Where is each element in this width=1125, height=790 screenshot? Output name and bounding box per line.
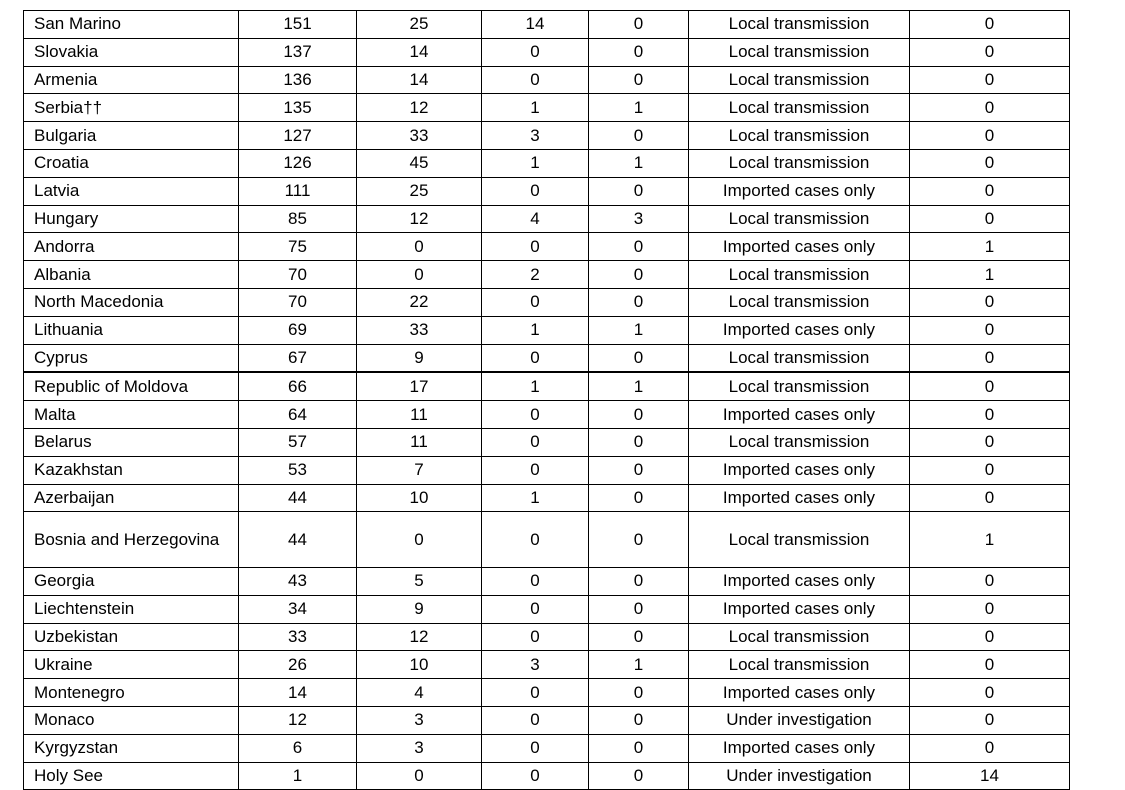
new-cases-cell: 12 bbox=[357, 623, 482, 651]
new-cases-cell: 12 bbox=[357, 205, 482, 233]
table-row bbox=[24, 651, 1070, 679]
table-row bbox=[24, 205, 1070, 233]
new-deaths-cell: 1 bbox=[589, 372, 689, 400]
new-cases-cell: 14 bbox=[357, 38, 482, 66]
new-deaths-cell: 0 bbox=[589, 762, 689, 790]
table-row bbox=[24, 288, 1070, 316]
new-deaths-cell: 0 bbox=[589, 122, 689, 150]
country-cell: Kazakhstan bbox=[24, 456, 239, 484]
deaths-cell: 3 bbox=[482, 651, 589, 679]
table-row bbox=[24, 94, 1070, 122]
days-since-last-case-cell: 0 bbox=[910, 679, 1070, 707]
deaths-cell: 0 bbox=[482, 706, 589, 734]
days-since-last-case-cell: 0 bbox=[910, 316, 1070, 344]
transmission-class-cell: Imported cases only bbox=[689, 456, 910, 484]
country-cell: San Marino bbox=[24, 11, 239, 39]
deaths-cell: 0 bbox=[482, 428, 589, 456]
total-cases-cell: 1 bbox=[239, 762, 357, 790]
new-cases-cell: 7 bbox=[357, 456, 482, 484]
table-row bbox=[24, 567, 1070, 595]
days-since-last-case-cell: 0 bbox=[910, 344, 1070, 372]
country-cell: Montenegro bbox=[24, 679, 239, 707]
deaths-cell: 14 bbox=[482, 11, 589, 39]
transmission-class-cell: Local transmission bbox=[689, 623, 910, 651]
new-deaths-cell: 0 bbox=[589, 177, 689, 205]
total-cases-cell: 33 bbox=[239, 623, 357, 651]
country-cell: Republic of Moldova bbox=[24, 372, 239, 400]
new-cases-cell: 0 bbox=[357, 233, 482, 261]
days-since-last-case-cell: 0 bbox=[910, 706, 1070, 734]
deaths-cell: 0 bbox=[482, 512, 589, 568]
transmission-class-cell: Local transmission bbox=[689, 149, 910, 177]
days-since-last-case-cell: 0 bbox=[910, 149, 1070, 177]
transmission-class-cell: Local transmission bbox=[689, 94, 910, 122]
new-cases-cell: 11 bbox=[357, 401, 482, 429]
table-row bbox=[24, 372, 1070, 400]
new-deaths-cell: 0 bbox=[589, 66, 689, 94]
days-since-last-case-cell: 0 bbox=[910, 484, 1070, 512]
new-deaths-cell: 1 bbox=[589, 316, 689, 344]
transmission-class-cell: Imported cases only bbox=[689, 316, 910, 344]
new-cases-cell: 14 bbox=[357, 66, 482, 94]
new-cases-cell: 10 bbox=[357, 484, 482, 512]
new-cases-cell: 9 bbox=[357, 344, 482, 372]
new-deaths-cell: 0 bbox=[589, 706, 689, 734]
new-deaths-cell: 0 bbox=[589, 261, 689, 289]
deaths-cell: 1 bbox=[482, 484, 589, 512]
transmission-class-cell: Under investigation bbox=[689, 706, 910, 734]
days-since-last-case-cell: 0 bbox=[910, 372, 1070, 400]
transmission-class-cell: Local transmission bbox=[689, 261, 910, 289]
new-deaths-cell: 1 bbox=[589, 94, 689, 122]
total-cases-cell: 14 bbox=[239, 679, 357, 707]
country-cell: Cyprus bbox=[24, 344, 239, 372]
new-cases-cell: 0 bbox=[357, 762, 482, 790]
deaths-cell: 1 bbox=[482, 149, 589, 177]
table-row bbox=[24, 679, 1070, 707]
total-cases-cell: 137 bbox=[239, 38, 357, 66]
deaths-cell: 0 bbox=[482, 288, 589, 316]
new-cases-cell: 25 bbox=[357, 11, 482, 39]
new-deaths-cell: 0 bbox=[589, 512, 689, 568]
new-deaths-cell: 0 bbox=[589, 595, 689, 623]
new-cases-cell: 4 bbox=[357, 679, 482, 707]
days-since-last-case-cell: 0 bbox=[910, 428, 1070, 456]
total-cases-cell: 69 bbox=[239, 316, 357, 344]
country-cell: Georgia bbox=[24, 567, 239, 595]
transmission-class-cell: Imported cases only bbox=[689, 567, 910, 595]
days-since-last-case-cell: 0 bbox=[910, 66, 1070, 94]
deaths-cell: 0 bbox=[482, 66, 589, 94]
total-cases-cell: 44 bbox=[239, 512, 357, 568]
days-since-last-case-cell: 0 bbox=[910, 122, 1070, 150]
transmission-class-cell: Local transmission bbox=[689, 428, 910, 456]
new-cases-cell: 12 bbox=[357, 94, 482, 122]
transmission-class-cell: Imported cases only bbox=[689, 401, 910, 429]
transmission-class-cell: Imported cases only bbox=[689, 177, 910, 205]
new-cases-cell: 22 bbox=[357, 288, 482, 316]
table-row bbox=[24, 316, 1070, 344]
table-row bbox=[24, 149, 1070, 177]
table-row bbox=[24, 484, 1070, 512]
deaths-cell: 1 bbox=[482, 316, 589, 344]
new-deaths-cell: 0 bbox=[589, 428, 689, 456]
deaths-cell: 0 bbox=[482, 456, 589, 484]
new-cases-cell: 17 bbox=[357, 372, 482, 400]
deaths-cell: 0 bbox=[482, 567, 589, 595]
country-cell: Ukraine bbox=[24, 651, 239, 679]
new-deaths-cell: 0 bbox=[589, 484, 689, 512]
new-deaths-cell: 0 bbox=[589, 11, 689, 39]
deaths-cell: 0 bbox=[482, 177, 589, 205]
table-row bbox=[24, 122, 1070, 150]
new-deaths-cell: 0 bbox=[589, 567, 689, 595]
new-deaths-cell: 0 bbox=[589, 401, 689, 429]
deaths-cell: 1 bbox=[482, 94, 589, 122]
days-since-last-case-cell: 0 bbox=[910, 401, 1070, 429]
table-row bbox=[24, 456, 1070, 484]
new-cases-cell: 33 bbox=[357, 122, 482, 150]
transmission-class-cell: Local transmission bbox=[689, 344, 910, 372]
transmission-class-cell: Local transmission bbox=[689, 11, 910, 39]
deaths-cell: 0 bbox=[482, 734, 589, 762]
deaths-cell: 3 bbox=[482, 122, 589, 150]
table-row bbox=[24, 233, 1070, 261]
new-deaths-cell: 0 bbox=[589, 456, 689, 484]
new-deaths-cell: 0 bbox=[589, 734, 689, 762]
new-cases-cell: 9 bbox=[357, 595, 482, 623]
table-row bbox=[24, 177, 1070, 205]
new-deaths-cell: 0 bbox=[589, 38, 689, 66]
transmission-class-cell: Under investigation bbox=[689, 762, 910, 790]
transmission-class-cell: Local transmission bbox=[689, 66, 910, 94]
days-since-last-case-cell: 0 bbox=[910, 595, 1070, 623]
table-row bbox=[24, 401, 1070, 429]
total-cases-cell: 64 bbox=[239, 401, 357, 429]
total-cases-cell: 66 bbox=[239, 372, 357, 400]
country-cell: Andorra bbox=[24, 233, 239, 261]
country-cell: Armenia bbox=[24, 66, 239, 94]
total-cases-cell: 53 bbox=[239, 456, 357, 484]
deaths-cell: 0 bbox=[482, 401, 589, 429]
total-cases-cell: 151 bbox=[239, 11, 357, 39]
table-row bbox=[24, 428, 1070, 456]
new-deaths-cell: 3 bbox=[589, 205, 689, 233]
deaths-cell: 0 bbox=[482, 344, 589, 372]
days-since-last-case-cell: 0 bbox=[910, 11, 1070, 39]
deaths-cell: 0 bbox=[482, 679, 589, 707]
country-cell: Bosnia and Herzegovina bbox=[24, 512, 239, 568]
deaths-cell: 0 bbox=[482, 38, 589, 66]
total-cases-cell: 136 bbox=[239, 66, 357, 94]
country-cell: Slovakia bbox=[24, 38, 239, 66]
new-deaths-cell: 0 bbox=[589, 344, 689, 372]
days-since-last-case-cell: 0 bbox=[910, 456, 1070, 484]
days-since-last-case-cell: 0 bbox=[910, 38, 1070, 66]
table-row bbox=[24, 623, 1070, 651]
table-row bbox=[24, 734, 1070, 762]
new-deaths-cell: 0 bbox=[589, 623, 689, 651]
transmission-class-cell: Imported cases only bbox=[689, 233, 910, 261]
days-since-last-case-cell: 0 bbox=[910, 651, 1070, 679]
table-row bbox=[24, 344, 1070, 372]
transmission-class-cell: Local transmission bbox=[689, 122, 910, 150]
deaths-cell: 0 bbox=[482, 595, 589, 623]
total-cases-cell: 44 bbox=[239, 484, 357, 512]
transmission-class-cell: Imported cases only bbox=[689, 679, 910, 707]
table-row bbox=[24, 512, 1070, 568]
new-deaths-cell: 1 bbox=[589, 149, 689, 177]
days-since-last-case-cell: 0 bbox=[910, 734, 1070, 762]
new-deaths-cell: 0 bbox=[589, 233, 689, 261]
table-row bbox=[24, 38, 1070, 66]
country-cell: Hungary bbox=[24, 205, 239, 233]
table-row bbox=[24, 66, 1070, 94]
transmission-class-cell: Local transmission bbox=[689, 38, 910, 66]
total-cases-cell: 12 bbox=[239, 706, 357, 734]
total-cases-cell: 135 bbox=[239, 94, 357, 122]
new-cases-cell: 0 bbox=[357, 261, 482, 289]
days-since-last-case-cell: 0 bbox=[910, 288, 1070, 316]
table-row bbox=[24, 11, 1070, 39]
total-cases-cell: 85 bbox=[239, 205, 357, 233]
country-cell: Albania bbox=[24, 261, 239, 289]
country-cell: Latvia bbox=[24, 177, 239, 205]
deaths-cell: 0 bbox=[482, 623, 589, 651]
total-cases-cell: 43 bbox=[239, 567, 357, 595]
table-body bbox=[24, 11, 1070, 790]
new-cases-cell: 25 bbox=[357, 177, 482, 205]
days-since-last-case-cell: 0 bbox=[910, 205, 1070, 233]
new-cases-cell: 45 bbox=[357, 149, 482, 177]
country-cell: Malta bbox=[24, 401, 239, 429]
total-cases-cell: 70 bbox=[239, 288, 357, 316]
new-cases-cell: 3 bbox=[357, 734, 482, 762]
total-cases-cell: 126 bbox=[239, 149, 357, 177]
country-cell: Azerbaijan bbox=[24, 484, 239, 512]
country-cell: Lithuania bbox=[24, 316, 239, 344]
total-cases-cell: 34 bbox=[239, 595, 357, 623]
total-cases-cell: 127 bbox=[239, 122, 357, 150]
days-since-last-case-cell: 1 bbox=[910, 512, 1070, 568]
transmission-class-cell: Local transmission bbox=[689, 205, 910, 233]
days-since-last-case-cell: 0 bbox=[910, 177, 1070, 205]
table-row bbox=[24, 261, 1070, 289]
country-cell: Kyrgyzstan bbox=[24, 734, 239, 762]
days-since-last-case-cell: 1 bbox=[910, 233, 1070, 261]
days-since-last-case-cell: 0 bbox=[910, 623, 1070, 651]
new-deaths-cell: 0 bbox=[589, 679, 689, 707]
new-deaths-cell: 1 bbox=[589, 651, 689, 679]
days-since-last-case-cell: 0 bbox=[910, 567, 1070, 595]
country-cell: Liechtenstein bbox=[24, 595, 239, 623]
transmission-class-cell: Imported cases only bbox=[689, 734, 910, 762]
total-cases-cell: 57 bbox=[239, 428, 357, 456]
total-cases-cell: 75 bbox=[239, 233, 357, 261]
total-cases-cell: 70 bbox=[239, 261, 357, 289]
cases-table bbox=[23, 10, 1070, 790]
days-since-last-case-cell: 0 bbox=[910, 94, 1070, 122]
total-cases-cell: 26 bbox=[239, 651, 357, 679]
table-row bbox=[24, 762, 1070, 790]
total-cases-cell: 6 bbox=[239, 734, 357, 762]
transmission-class-cell: Imported cases only bbox=[689, 484, 910, 512]
country-cell: Uzbekistan bbox=[24, 623, 239, 651]
country-cell: Croatia bbox=[24, 149, 239, 177]
transmission-class-cell: Imported cases only bbox=[689, 595, 910, 623]
country-cell: Serbia†† bbox=[24, 94, 239, 122]
new-cases-cell: 3 bbox=[357, 706, 482, 734]
deaths-cell: 4 bbox=[482, 205, 589, 233]
days-since-last-case-cell: 14 bbox=[910, 762, 1070, 790]
country-cell: Monaco bbox=[24, 706, 239, 734]
new-cases-cell: 33 bbox=[357, 316, 482, 344]
new-cases-cell: 11 bbox=[357, 428, 482, 456]
table-row bbox=[24, 595, 1070, 623]
new-cases-cell: 5 bbox=[357, 567, 482, 595]
total-cases-cell: 111 bbox=[239, 177, 357, 205]
transmission-class-cell: Local transmission bbox=[689, 651, 910, 679]
new-cases-cell: 10 bbox=[357, 651, 482, 679]
days-since-last-case-cell: 1 bbox=[910, 261, 1070, 289]
table-row bbox=[24, 706, 1070, 734]
country-cell: Holy See bbox=[24, 762, 239, 790]
transmission-class-cell: Local transmission bbox=[689, 512, 910, 568]
country-cell: North Macedonia bbox=[24, 288, 239, 316]
new-cases-cell: 0 bbox=[357, 512, 482, 568]
country-cell: Belarus bbox=[24, 428, 239, 456]
transmission-class-cell: Local transmission bbox=[689, 372, 910, 400]
deaths-cell: 0 bbox=[482, 762, 589, 790]
total-cases-cell: 67 bbox=[239, 344, 357, 372]
deaths-cell: 0 bbox=[482, 233, 589, 261]
deaths-cell: 2 bbox=[482, 261, 589, 289]
new-deaths-cell: 0 bbox=[589, 288, 689, 316]
country-cell: Bulgaria bbox=[24, 122, 239, 150]
deaths-cell: 1 bbox=[482, 372, 589, 400]
transmission-class-cell: Local transmission bbox=[689, 288, 910, 316]
